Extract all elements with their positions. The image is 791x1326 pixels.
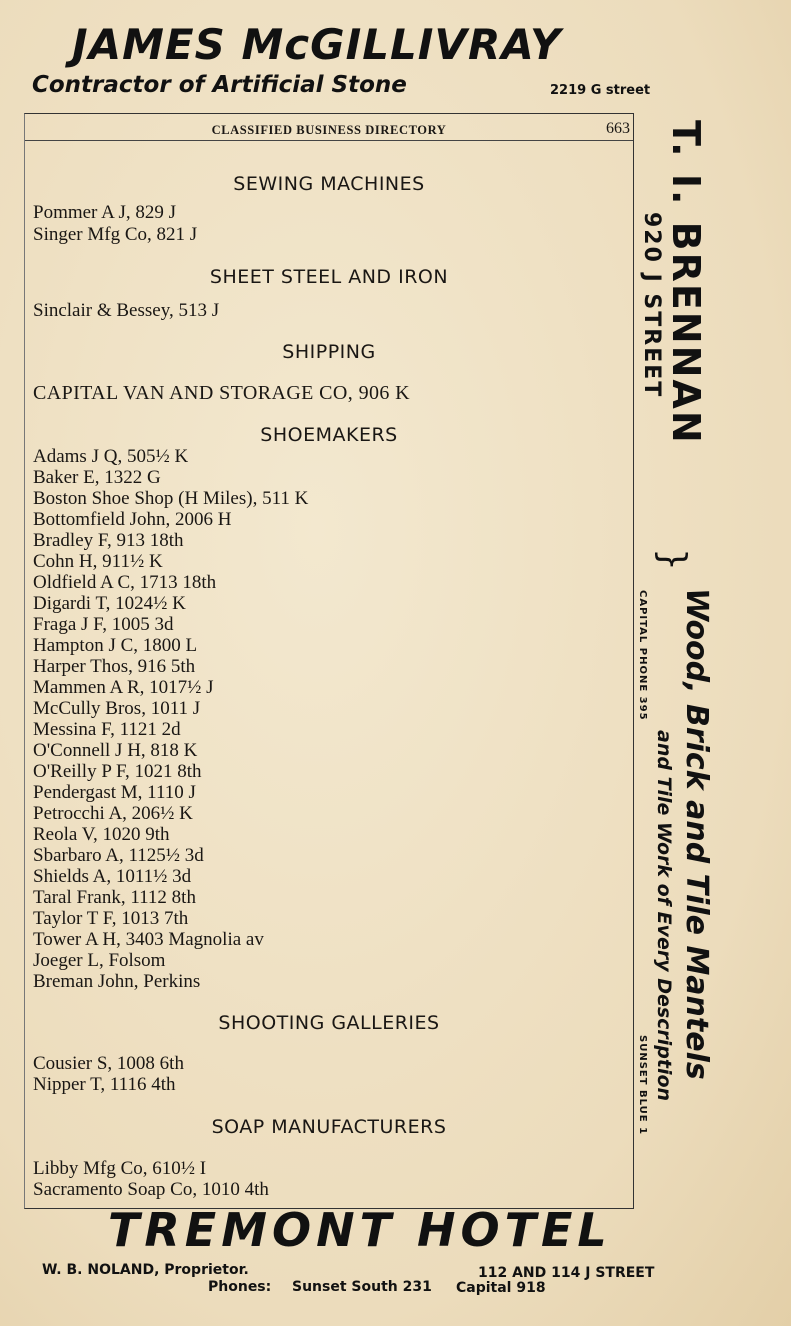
- running-head-title: CLASSIFIED BUSINESS DIRECTORY: [211, 123, 447, 137]
- list-item: Hampton J C, 1800 L: [33, 635, 198, 656]
- side-ad-street: 920 J STREET: [639, 212, 664, 399]
- list-item: Tower A H, 3403 Magnolia av: [33, 929, 264, 950]
- advertiser-address: 2219 G street: [550, 83, 651, 98]
- list-item: Singer Mfg Co, 821 J: [33, 224, 198, 245]
- list-item: Breman John, Perkins: [33, 971, 201, 992]
- list-item: O'Reilly P F, 1021 8th: [33, 761, 202, 782]
- list-item: Messina F, 1121 2d: [33, 719, 181, 740]
- list-item: Nipper T, 1116 4th: [33, 1074, 176, 1095]
- list-item: Sacramento Soap Co, 1010 4th: [33, 1179, 269, 1200]
- advertiser-tagline: Contractor of Artificial Stone: [32, 72, 407, 98]
- side-ad-sunset-phone: SUNSET BLUE 1: [637, 1035, 648, 1136]
- list-item: McCully Bros, 1011 J: [33, 698, 201, 719]
- list-item: Shields A, 1011½ 3d: [33, 866, 192, 887]
- brace-icon: }: [652, 548, 693, 571]
- list-item: Cousier S, 1008 6th: [33, 1053, 184, 1074]
- list-item: Taral Frank, 1112 8th: [33, 887, 196, 908]
- section-heading: SHIPPING: [282, 341, 376, 363]
- section-heading: SHOEMAKERS: [260, 424, 398, 446]
- running-head: [25, 120, 633, 141]
- side-ad-capital-phone: CAPITAL PHONE 395: [637, 590, 648, 721]
- phones-label: Phones:: [208, 1279, 272, 1295]
- page-number: 663: [606, 120, 630, 137]
- list-item: Pommer A J, 829 J: [33, 202, 177, 223]
- list-item: Taylor T F, 1013 7th: [33, 908, 189, 929]
- section-heading: SHEET STEEL AND IRON: [209, 266, 449, 288]
- proprietor: W. B. NOLAND, Proprietor.: [42, 1262, 249, 1278]
- list-item: Harper Thos, 916 5th: [33, 656, 196, 677]
- side-ad-name: T. I. BRENNAN: [664, 120, 708, 445]
- hotel-name: TREMONT HOTEL: [108, 1203, 612, 1257]
- directory-frame: [24, 113, 634, 1209]
- list-item: Adams J Q, 505½ K: [33, 446, 189, 467]
- section-heading: SHOOTING GALLERIES: [218, 1012, 440, 1034]
- capital-phone: Capital 918: [456, 1280, 546, 1296]
- list-item: Sinclair & Bessey, 513 J: [33, 300, 220, 321]
- list-item: Boston Shoe Shop (H Miles), 511 K: [33, 488, 309, 509]
- list-item: Pendergast M, 1110 J: [33, 782, 196, 803]
- list-item: CAPITAL VAN AND STORAGE CO, 906 K: [33, 382, 411, 404]
- hotel-address: 112 AND 114 J STREET: [478, 1265, 655, 1281]
- list-item: Oldfield A C, 1713 18th: [33, 572, 217, 593]
- list-item: Mammen A R, 1017½ J: [33, 677, 214, 698]
- list-item: Bottomfield John, 2006 H: [33, 509, 232, 530]
- list-item: Fraga J F, 1005 3d: [33, 614, 174, 635]
- list-item: Reola V, 1020 9th: [33, 824, 170, 845]
- list-item: Sbarbaro A, 1125½ 3d: [33, 845, 204, 866]
- list-item: Bradley F, 913 18th: [33, 530, 184, 551]
- list-item: Joeger L, Folsom: [33, 950, 166, 971]
- section-heading: SOAP MANUFACTURERS: [211, 1116, 447, 1138]
- advertiser-name: JAMES McGILLIVRAY: [72, 20, 562, 69]
- list-item: Baker E, 1322 G: [33, 467, 161, 488]
- side-ad-product-line: Wood, Brick and Tile Mantels: [679, 588, 714, 1080]
- list-item: Petrocchi A, 206½ K: [33, 803, 193, 824]
- list-item: O'Connell J H, 818 K: [33, 740, 198, 761]
- side-ad-product-detail: and Tile Work of Every Description: [653, 730, 675, 1102]
- section-heading: SEWING MACHINES: [233, 173, 425, 195]
- sunset-phone: Sunset South 231: [292, 1279, 432, 1295]
- list-item: Cohn H, 911½ K: [33, 551, 163, 572]
- list-item: Libby Mfg Co, 610½ I: [33, 1158, 207, 1179]
- list-item: Digardi T, 1024½ K: [33, 593, 186, 614]
